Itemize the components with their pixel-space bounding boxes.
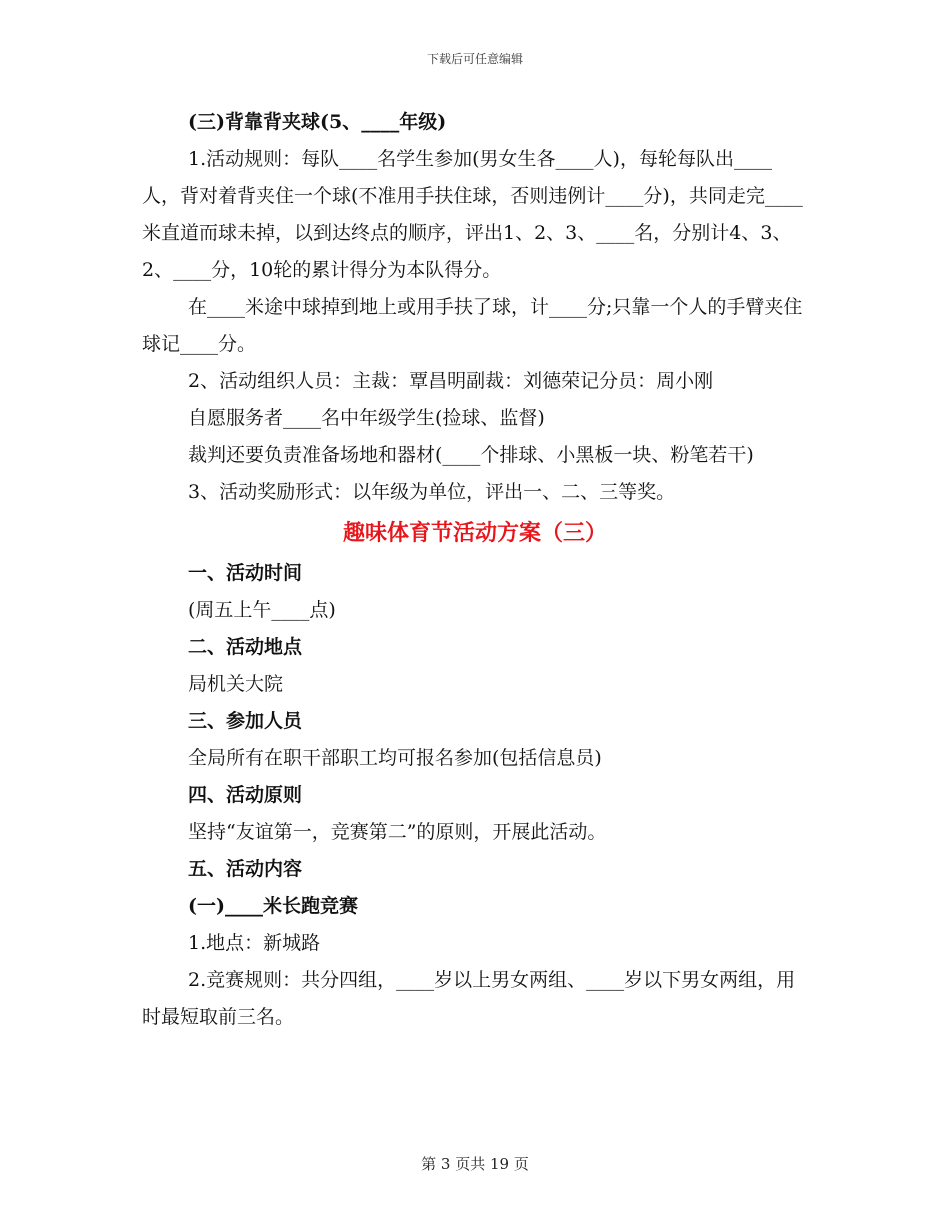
section-body-principle: 坚持“友谊第一，竞赛第二”的原则，开展此活动。 <box>188 821 607 843</box>
event-location-paragraph <box>142 925 808 962</box>
organizer-text: 主裁：覃昌明副裁：刘德荣记分员：周小刚 <box>352 370 714 392</box>
section-heading-participants: 三、参加人员 <box>188 710 303 732</box>
section-heading-time: 一、活动时间 <box>188 562 303 584</box>
event-location-label: 1.地点： <box>188 932 264 954</box>
event-rules-text: 共分四组，____岁以上男女两组、____岁以下男女两组，用时最短取前三名。 <box>142 969 796 1028</box>
rule-label: 1.活动规则： <box>188 148 302 170</box>
penalty-paragraph: 在____米途中球掉到地上或用手扶了球，计____分;只靠一个人的手臂夹住球记____分。 <box>142 296 803 355</box>
award-label: 3、活动奖励形式： <box>188 481 353 503</box>
event-location-text: 新城路 <box>263 932 321 954</box>
award-text: 以年级为单位，评出一、二、三等奖。 <box>352 481 676 503</box>
event-heading-long-run: (一)____米长跑竞赛 <box>188 895 358 917</box>
section-body-location: 局机关大院 <box>188 673 284 695</box>
event-rules-paragraph <box>142 962 808 1036</box>
page-header: 下载后可任意编辑 <box>426 52 523 66</box>
organizer-label: 2、活动组织人员： <box>188 370 353 392</box>
section-heading-principle: 四、活动原则 <box>188 784 303 806</box>
section-body-participants: 全局所有在职干部职工均可报名参加(包括信息员) <box>188 747 602 769</box>
volunteer-paragraph: 自愿服务者____名中年级学生(捡球、监督) <box>188 407 545 429</box>
document-body <box>142 104 808 1036</box>
rule-paragraph <box>142 141 808 289</box>
organizer-paragraph <box>142 363 808 400</box>
section-heading-content: 五、活动内容 <box>188 858 303 880</box>
section-heading-back-to-back: (三)背靠背夹球(5、____年级) <box>188 111 447 133</box>
award-paragraph <box>142 474 808 511</box>
equipment-paragraph: 裁判还要负责准备场地和器材(____个排球、小黑板一块、粉笔若干) <box>188 444 754 466</box>
section-body-time: (周五上午____点) <box>188 599 336 621</box>
page-footer: 第 3 页共 19 页 <box>421 1155 529 1173</box>
rule-text: 每队____名学生参加(男女生各____人)，每轮每队出____人，背对着背夹住一个球(不准用手扶住球，否则违例计____分)，共同走完____米直道而球未掉，以到达终点的顺序，评出1、2、3、____名，分别计4、3、2、____分，10轮的累计得分为本队得分。 <box>142 148 803 281</box>
document-title: 趣味体育节活动方案（三） <box>342 520 607 546</box>
event-rules-label: 2.竞赛规则： <box>188 969 302 991</box>
section-heading-location: 二、活动地点 <box>188 636 303 658</box>
